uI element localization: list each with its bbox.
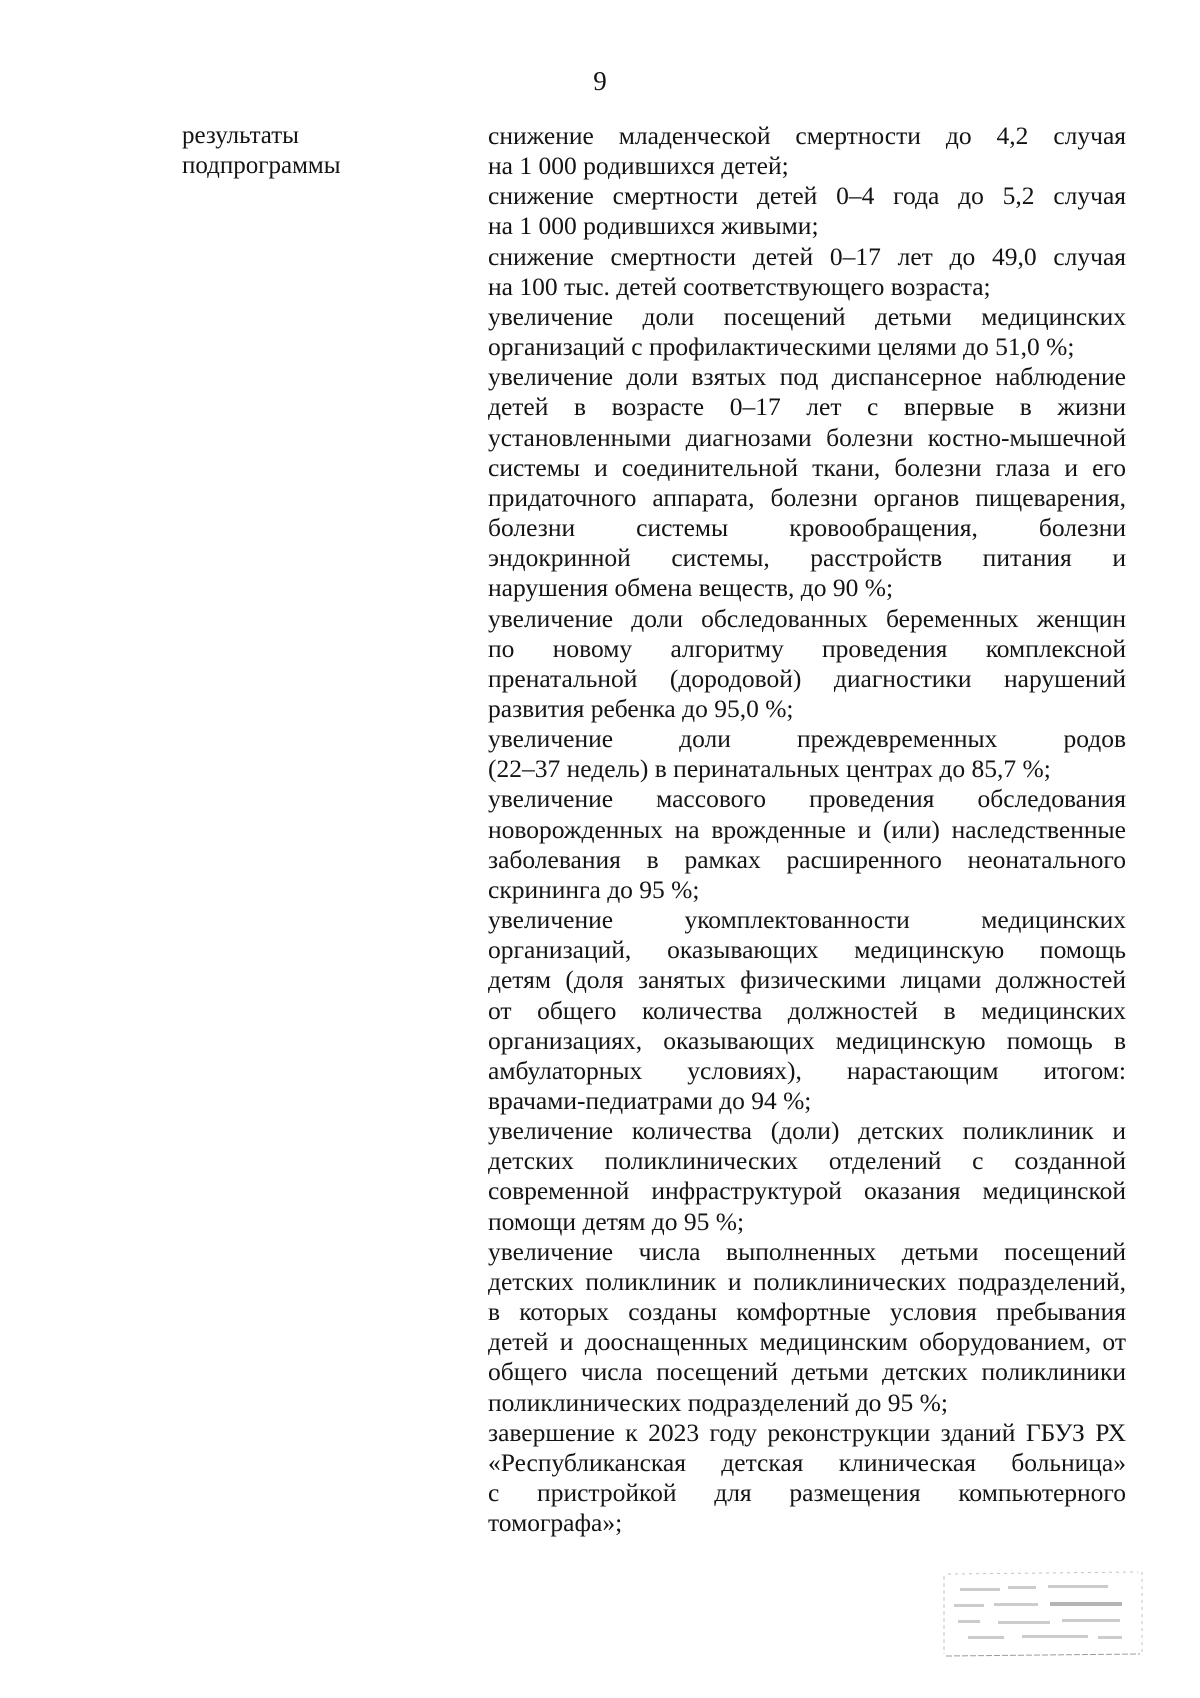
row-label-line: результаты [182,122,299,149]
result-line: организаций с профилактическими целями до 51,0 %; [488,332,1075,362]
result-line: заболевания в рамках расширенного неонатального [488,844,1126,874]
result-line: завершение к 2023 году реконструкции зданий ГБУЗ РХ [488,1417,1126,1447]
result-line: увеличение доли обследованных беременных женщин [488,603,1126,633]
result-line: детям (доля занятых физическими лицами должностей [488,965,1126,995]
result-line: (22–37 недель) в перинатальных центрах до 85,7 %; [488,754,1051,784]
result-item [488,784,1126,905]
result-line: на 100 тыс. детей соответствующего возраста; [488,271,991,301]
result-line: помощи детям до 95 %; [488,1206,745,1236]
result-line: увеличение числа выполненных детьми посещений [488,1236,1126,1266]
result-line: детей и дооснащенных медицинским оборудованием, от [488,1327,1126,1357]
result-line: снижение смертности детей 0–17 лет до 49,0 случая [488,241,1126,271]
result-item [488,604,1126,725]
result-item [488,181,1126,241]
result-line: снижение младенческой смертности до 4,2 случая [488,121,1126,150]
result-line: увеличение массового проведения обследования [488,784,1126,814]
result-item [488,1418,1126,1539]
page-number: 9 [593,66,607,96]
result-line: от общего количества должностей в медицинских [488,995,1126,1025]
result-line: общего числа посещений детьми детских поликлиники [488,1357,1126,1387]
result-line: амбулаторных условиях), нарастающим итогом: [488,1055,1126,1085]
result-item [488,121,1126,181]
result-line: пренатальной (дородовой) диагностики нарушений [488,663,1126,693]
result-line: увеличение доли посещений детьми медицинских [488,301,1126,331]
result-line: детских поликлиник и поликлинических подразделений, [488,1266,1126,1296]
result-line: увеличение доли взятых под диспансерное наблюдение [488,362,1126,392]
result-line: снижение смертности детей 0–4 года до 5,2 случая [488,181,1126,211]
result-line: болезни системы кровообращения, болезни [488,513,1126,543]
result-item [488,242,1126,302]
approval-stamp [938,1566,1150,1662]
result-line: увеличение доли преждевременных родов [488,724,1126,754]
result-item [488,1237,1126,1418]
result-line: в которых созданы комфортные условия пребывания [488,1297,1126,1327]
result-line: эндокринной системы, расстройств питания и [488,543,1126,573]
result-item [488,362,1126,603]
result-line: врачами-педиатрами до 94 %; [488,1086,812,1115]
result-line: увеличение количества (доли) детских поликлиник и [488,1116,1126,1146]
results-list [488,121,1126,1538]
result-line: на 1 000 родившихся живыми; [488,211,819,241]
result-line: с пристройкой для размещения компьютерного [488,1478,1126,1508]
result-line: поликлинических подразделений до 95 %; [488,1387,949,1417]
result-line: установленными диагнозами болезни костно-мышечной [488,422,1126,452]
result-line: увеличение укомплектованности медицинских [488,905,1126,935]
result-line: детей в возрасте 0–17 лет с впервые в жизни [488,392,1126,422]
result-item [488,905,1126,1116]
result-line: организациях, оказывающих медицинскую помощь в [488,1025,1126,1055]
result-item [488,302,1126,362]
result-line: скрининга до 95 %; [488,874,700,904]
result-item [488,1116,1126,1237]
result-line: детских поликлинических отделений с созданной [488,1146,1126,1176]
row-label-line: подпрограммы [182,152,341,179]
result-line: новорожденных на врожденные и (или) наследственные [488,814,1126,844]
result-line: по новому алгоритму проведения комплексной [488,633,1126,663]
result-line: томографа»; [488,1508,623,1538]
result-line: организаций, оказывающих медицинскую помощь [488,935,1126,965]
result-item [488,724,1126,784]
result-line: нарушения обмена веществ, до 90 %; [488,573,894,603]
result-line: на 1 000 родившихся детей; [488,151,789,181]
row-label [182,121,392,181]
result-line: придаточного аппарата, болезни органов пищеварения, [488,482,1126,512]
result-line: «Республиканская детская клиническая больница» [488,1447,1126,1477]
result-line: современной инфраструктурой оказания медицинской [488,1176,1126,1206]
result-line: системы и соединительной ткани, болезни глаза и его [488,452,1126,482]
result-line: развития ребенка до 95,0 %; [488,693,794,723]
